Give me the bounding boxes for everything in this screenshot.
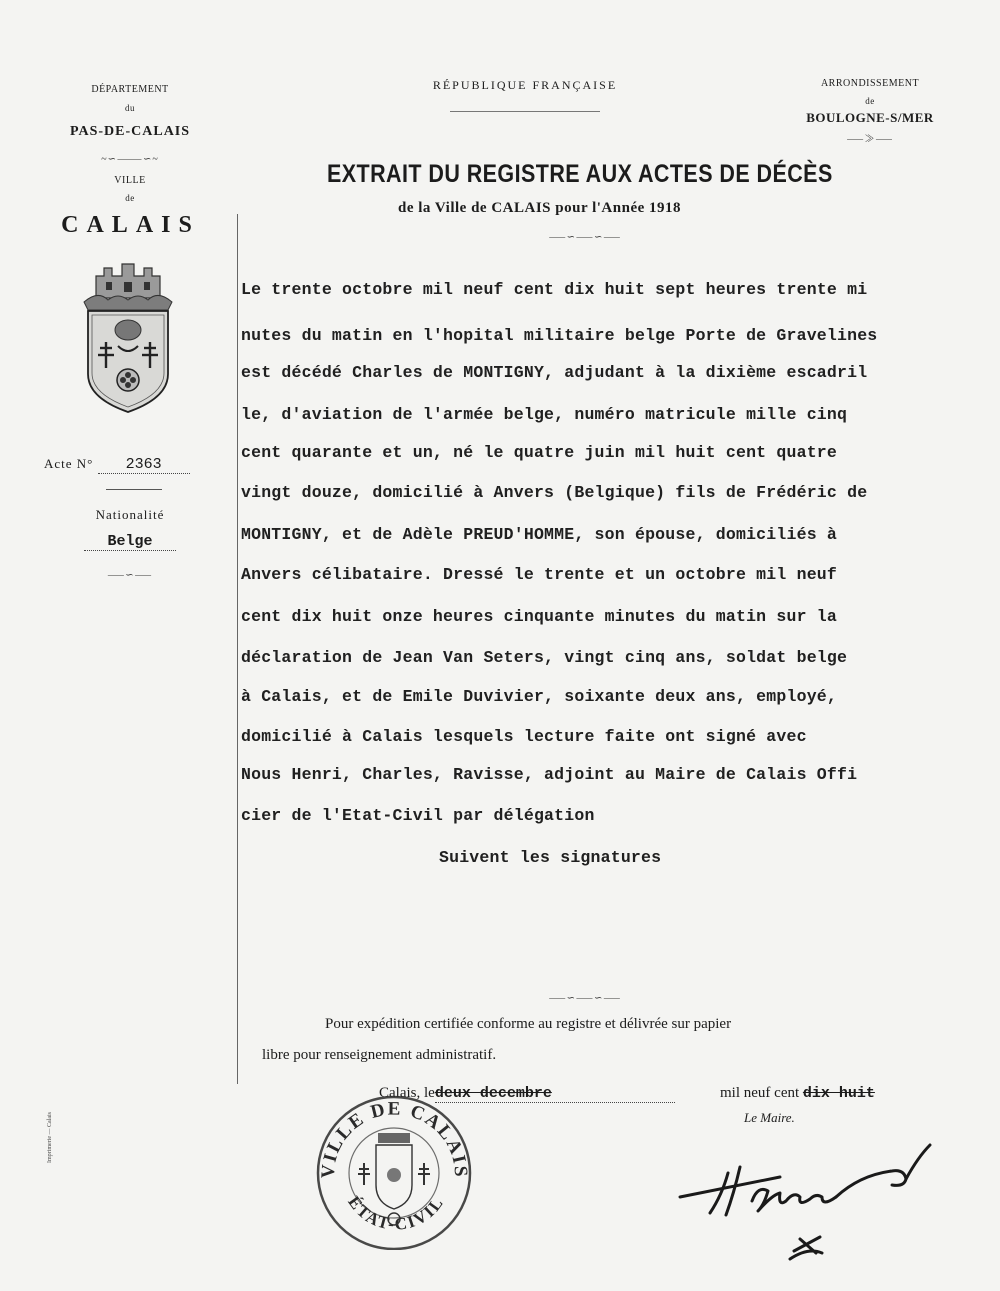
city-name: CALAIS (61, 212, 200, 238)
body-line: Anvers célibataire. Dressé le trente et un octobre mil neuf (241, 565, 837, 584)
body-line: cent quarante et un, né le quatre juin mil huit cent quatre (241, 443, 837, 462)
body-line: Le trente octobre mil neuf cent dix huit sept heures trente mi (241, 280, 868, 299)
official-stamp-icon (312, 1085, 477, 1250)
department-name: PAS-DE-CALAIS (69, 124, 191, 139)
document-subtitle: de la Ville de CALAIS pour l'Année 1918 (398, 200, 682, 216)
ornament-divider: ~∽⸻∽~ (101, 154, 159, 165)
date-typed: deux decembre (435, 1085, 675, 1103)
ornament-divider-5: ⸺∽⸺∽⸺ (548, 993, 622, 1004)
nationalite-value: Belge (84, 533, 176, 551)
margin-rule (237, 214, 238, 1084)
du-label: du (125, 103, 135, 113)
mil-neuf-cent-label: mil neuf cent (720, 1085, 800, 1101)
ornament-divider-2: ⸺∽⸺ (107, 570, 153, 581)
acte-label: Acte N° (44, 456, 94, 471)
departement-label: DÉPARTEMENT (91, 84, 169, 95)
body-line: est décédé Charles de MONTIGNY, adjudant à la dixième escadril (241, 363, 868, 382)
de-label: de (125, 193, 135, 203)
acte-number: 2363 (98, 456, 190, 474)
svg-text:VILLE DE CALAIS: VILLE DE CALAIS (317, 1098, 472, 1180)
body-line: cier de l'Etat-Civil par délégation (241, 806, 595, 825)
year-typed: dix huit (802, 1085, 875, 1102)
year-row (720, 1085, 875, 1102)
coat-of-arms-icon (78, 256, 178, 416)
suivent-signatures: Suivent les signatures (439, 848, 662, 867)
body-line: à Calais, et de Emile Duvivier, soixante deux ans, employé, (241, 687, 837, 706)
ornament-divider-4: ⸺∽⸺∽⸺ (548, 232, 622, 243)
document-title: EXTRAIT DU REGISTRE AUX ACTES DE DÉCÈS (327, 160, 833, 188)
body-line: cent dix huit onze heures cinquante minutes du matin sur la (241, 607, 837, 626)
certification-line-1: Pour expédition certifiée conforme au registre et délivrée sur papier (325, 1016, 732, 1032)
ville-label: VILLE (114, 175, 146, 186)
printer-mark: Imprimerie — Calais (47, 1112, 53, 1163)
body-line: nutes du matin en l'hopital militaire belge Porte de Gravelines (241, 326, 878, 345)
arrondissement-name: BOULOGNE-S/MER (806, 110, 934, 125)
nationalite-label: Nationalité (95, 507, 165, 522)
body-line: vingt douze, domicilié à Anvers (Belgique) fils de Frédéric de (241, 483, 868, 502)
le-maire-label: Le Maire. (744, 1110, 795, 1125)
mayor-signature-icon (660, 1135, 960, 1275)
ornament-divider-3: ⸺≫⸺ (846, 134, 894, 145)
svg-text:ÉTAT-CIVIL: ÉTAT-CIVIL (344, 1192, 448, 1234)
arrondissement-de: de (865, 96, 875, 106)
arrondissement-label: ARRONDISSEMENT (820, 78, 920, 89)
body-line: MONTIGNY, et de Adèle PREUD'HOMME, son épouse, domiciliés à (241, 525, 837, 544)
body-line: déclaration de Jean Van Seters, vingt cinq ans, soldat belge (241, 648, 848, 667)
republique-rule (450, 111, 600, 112)
acte-rule (106, 489, 162, 490)
certification-line-2: libre pour renseignement administratif. (262, 1047, 497, 1063)
republique-heading: RÉPUBLIQUE FRANÇAISE (432, 78, 618, 92)
calais-le-label: Calais, le (379, 1085, 435, 1101)
body-line: le, d'aviation de l'armée belge, numéro matricule mille cinq (241, 405, 848, 424)
acte-row (44, 456, 224, 474)
body-line: domicilié à Calais lesquels lecture faite ont signé avec (241, 727, 807, 746)
body-line: Nous Henri, Charles, Ravisse, adjoint au Maire de Calais Offi (241, 765, 858, 784)
